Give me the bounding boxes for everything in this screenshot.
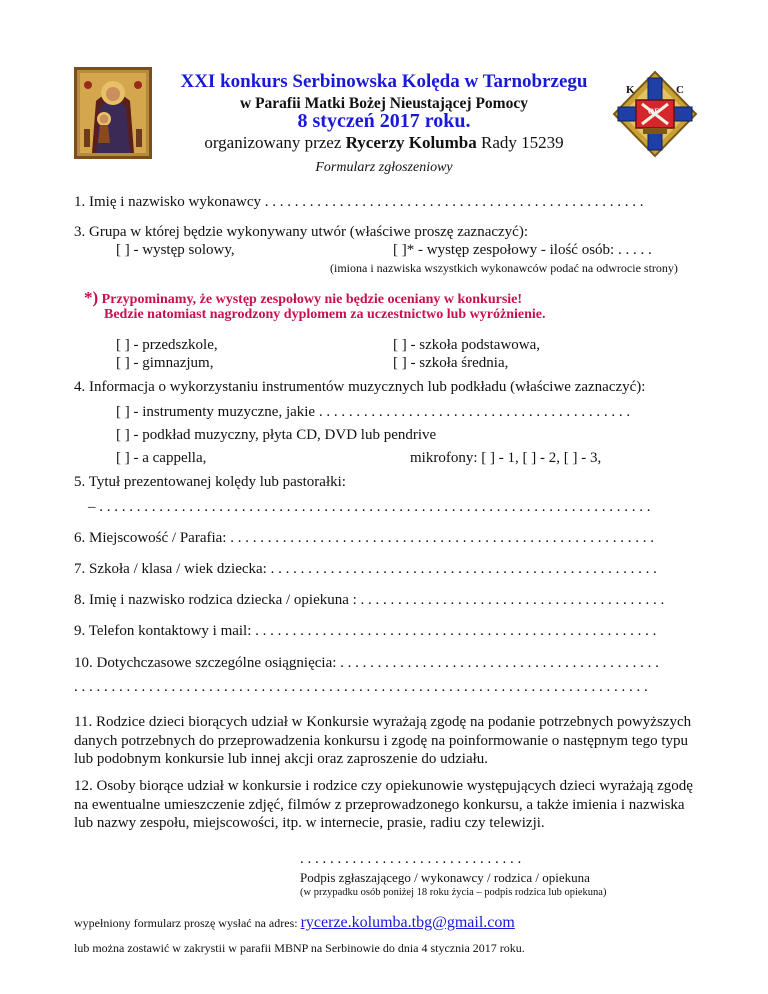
field-achievements-line[interactable]: . . . . . . . . . . . . . . . . . . . . . . . . . . . . . . . . . . . . . . . . . . . . . . . . . . . . . . . . . . . . . . . . . . . . . . . . . . . . .	[74, 679, 648, 695]
field-town-parish[interactable]: 6. Miejscowość / Parafia: . . . . . . . . . . . . . . . . . . . . . . . . . . . . . . . . . . . . . . . . . . . . . . . . . . . . . . . . .	[74, 530, 654, 546]
checkbox-microphones[interactable]: mikrofony: [ ] - 1, [ ] - 2, [ ] - 3,	[410, 450, 602, 466]
signature-label: Podpis zgłaszającego / wykonawcy / rodzica / opiekuna	[300, 870, 590, 885]
checkbox-preschool[interactable]: [ ] - przedszkole,	[116, 337, 218, 353]
checkbox-gymnasium[interactable]: [ ] - gimnazjum,	[116, 355, 214, 371]
checkbox-group[interactable]: [ ]* - występ zespołowy - ilość osób: . . . . .	[393, 242, 652, 258]
field-instruments-label: 4. Informacja o wykorzystaniu instrumentów muzycznych lub podkładu (właściwe zaznaczyć):	[74, 379, 646, 395]
checkbox-instruments[interactable]: [ ] - instrumenty muzyczne, jakie . . . . . . . . . . . . . . . . . . . . . . . . . . . . . . . . . . . . . . . . . .	[116, 404, 631, 420]
consent-11: 11. Rodzice dzieci biorących udział w Konkursie wyrażają zgodę na podanie potrzebnych powyższych danych potrzebnych do przeprowadzenia konkursu i zgodę na poinformowanie o następnym tego typu lub podobnym konkursie lub innej akcji oraz zaproszenie do udziału.	[74, 714, 692, 767]
field-performer-name[interactable]: 1. Imię i nazwisko wykonawcy . . . . . . . . . . . . . . . . . . . . . . . . . . . . . . . . . . . . . . . . . . . . . . . . . . .	[74, 194, 644, 210]
field-achievements[interactable]: 10. Dotychczasowe szczególne osiągnięcia: . . . . . . . . . . . . . . . . . . . . . . . . . . . . . . . . . . . . . . . . . . .	[74, 655, 659, 671]
send-text: wypełniony formularz proszę wysłać na adres:	[74, 916, 301, 930]
logo-letter-of: OF	[648, 107, 660, 116]
organizer-prefix: organizowany przez	[204, 133, 346, 152]
contact-email-link[interactable]: rycerze.kolumba.tbg@gmail.com	[300, 914, 515, 931]
checkbox-primary-school[interactable]: [ ] - szkoła podstawowa,	[393, 337, 541, 353]
signature-note: (w przypadku osób poniżej 18 roku życia – podpis rodzica lub opiekuna)	[300, 887, 607, 898]
field-parent-name[interactable]: 8. Imię i nazwisko rodzica dziecka / opiekuna : . . . . . . . . . . . . . . . . . . . . . . . . . . . . . . . . . . . . . . . . .	[74, 592, 665, 608]
send-line	[74, 914, 515, 932]
organizer-name: Rycerzy Kolumba	[345, 133, 477, 152]
leave-text: lub można zostawić w zakrystii w parafii MBNP na Serbinowie do dnia 4 stycznia 2017 roku.	[74, 941, 525, 955]
reminder-line-1	[84, 288, 522, 308]
checkbox-solo[interactable]: [ ] - występ solowy,	[116, 242, 235, 258]
checkbox-secondary-school[interactable]: [ ] - szkoła średnia,	[393, 355, 509, 371]
reminder-line-2: Bedzie natomiast nagrodzony dyplomem za uczestnictwo lub wyróżnienie.	[104, 307, 546, 322]
logo-letter-k: K	[626, 84, 635, 96]
signature-line[interactable]: . . . . . . . . . . . . . . . . . . . . . . . . . . . . . .	[300, 851, 522, 867]
logo-letter-c: C	[676, 84, 684, 96]
page-title: XXI konkurs Serbinowska Kolęda w Tarnobrzegu	[180, 71, 588, 92]
event-date: 8 styczeń 2017 roku.	[297, 110, 471, 132]
field-group-label: 3. Grupa w której będzie wykonywany utwór (właściwe proszę zaznaczyć):	[74, 224, 528, 240]
field-title-line[interactable]: – . . . . . . . . . . . . . . . . . . . . . . . . . . . . . . . . . . . . . . . . . . . . . . . . . . . . . . . . . . . . . . . . . . . . . . . . . .	[88, 499, 651, 515]
reminder-star: *)	[84, 288, 99, 307]
field-school-class-age[interactable]: 7. Szkoła / klasa / wiek dziecka: . . . . . . . . . . . . . . . . . . . . . . . . . . . . . . . . . . . . . . . . . . . . . . . . . . . .	[74, 561, 657, 577]
consent-12: 12. Osoby biorące udział w konkursie i rodzice czy opiekunowie występujących dzieci wyrażają zgodę na ewentualne umieszczenie zdjęć, filmów z przeprowadzonego konkursu, a także imienia i nazwiska lub nazwy zespołu, miejscowości, itp. w internecie, prasie, radiu czy telewizji.	[74, 778, 693, 831]
checkbox-backing-track[interactable]: [ ] - podkład muzyczny, płyta CD, DVD lub pendrive	[116, 427, 437, 443]
page-subtitle: w Parafii Matki Bożej Nieustającej Pomocy	[240, 95, 528, 112]
organizer-suffix: Rady 15239	[476, 133, 564, 152]
group-note: (imiona i nazwiska wszystkich wykonawców podać na odwrocie strony)	[330, 261, 678, 275]
reminder-text-1: Przypominamy, że występ zespołowy nie będzie oceniany w konkursie!	[98, 292, 523, 307]
form-title: Formularz zgłoszeniowy	[315, 160, 453, 175]
organizer-line	[0, 133, 768, 153]
field-phone-mail[interactable]: 9. Telefon kontaktowy i mail: . . . . . . . . . . . . . . . . . . . . . . . . . . . . . . . . . . . . . . . . . . . . . . . . . . . . . .	[74, 623, 657, 639]
checkbox-a-cappella[interactable]: [ ] - a cappella,	[116, 450, 207, 466]
field-title-label: 5. Tytuł prezentowanej kolędy lub pastorałki:	[74, 474, 346, 490]
